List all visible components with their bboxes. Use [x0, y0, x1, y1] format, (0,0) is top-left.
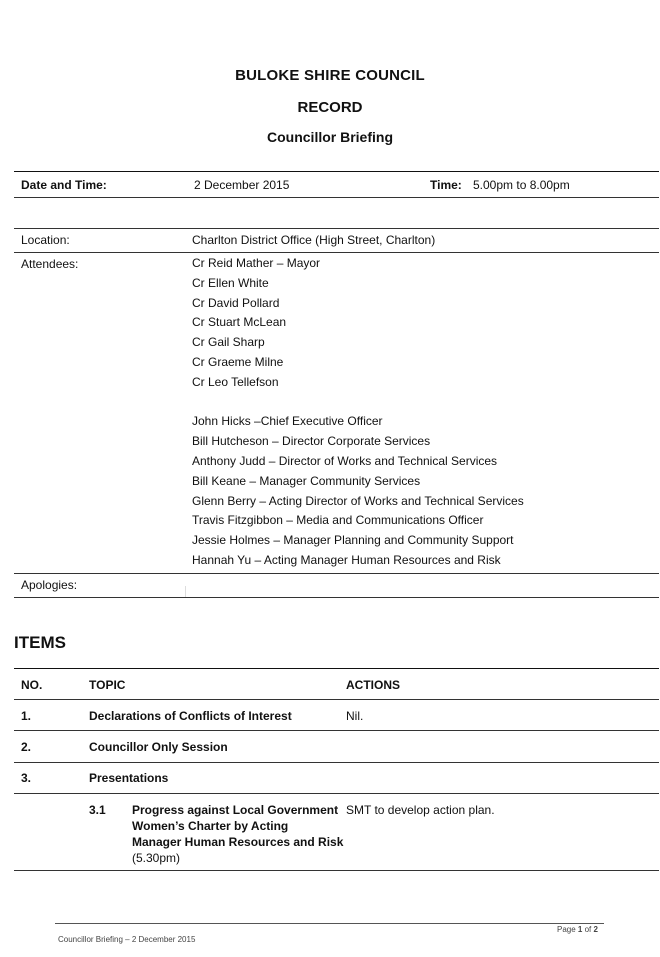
details-rule: [14, 573, 659, 574]
time-value: 5.00pm to 8.00pm: [473, 178, 570, 192]
details-top-rule: [14, 171, 659, 172]
attendee: Cr David Pollard: [192, 295, 280, 310]
details-rule: [14, 197, 659, 198]
attendee: Anthony Judd – Director of Works and Technical Services: [192, 453, 498, 468]
item-topic: Presentations: [89, 771, 169, 785]
items-bottom-rule: [14, 870, 659, 871]
attendee: Cr Graeme Milne: [192, 354, 284, 369]
attendee: Bill Keane – Manager Community Services: [192, 473, 421, 488]
apologies-label: Apologies:: [21, 578, 78, 592]
attendees-label: Attendees:: [21, 257, 79, 271]
column-header-actions: ACTIONS: [346, 678, 400, 692]
details-rule: [14, 228, 659, 229]
item-number: 2.: [21, 740, 32, 754]
subitem-time: (5.30pm): [132, 851, 181, 865]
location-label: Location:: [21, 233, 70, 247]
page-number: [557, 925, 598, 934]
meeting-title: Councillor Briefing: [267, 129, 393, 145]
attendee: Cr Gail Sharp: [192, 335, 265, 350]
subitem-topic-line: Manager Human Resources and Risk: [132, 835, 344, 849]
location-value: Charlton District Office (High Street, Charlton): [192, 233, 436, 247]
item-topic: Declarations of Conflicts of Interest: [89, 709, 292, 723]
item-number: 1.: [21, 709, 32, 723]
footer-text: Councillor Briefing – 2 December 2015: [58, 935, 196, 944]
details-bottom-rule: [14, 597, 659, 598]
organisation-title: BULOKE SHIRE COUNCIL: [235, 67, 425, 84]
page-current: 1: [577, 925, 583, 934]
attendee: Glenn Berry – Acting Director of Works and Technical Services: [192, 493, 524, 508]
item-action: Nil.: [346, 709, 364, 723]
subitem-action: SMT to develop action plan.: [346, 803, 495, 817]
attendees-spacer: [192, 393, 524, 413]
attendee: Cr Ellen White: [192, 275, 269, 290]
attendee: Cr Stuart McLean: [192, 315, 287, 330]
footer-rule: [55, 923, 604, 924]
attendee: Bill Hutcheson – Director Corporate Services: [192, 434, 431, 449]
item-number: 3.: [21, 771, 32, 785]
attendees-list: [192, 254, 524, 571]
details-rule: [14, 252, 659, 253]
time-label: Time:: [430, 178, 462, 192]
item-topic: Councillor Only Session: [89, 740, 228, 754]
items-rule: [14, 793, 659, 794]
attendee: Cr Reid Mather – Mayor: [192, 256, 321, 270]
date-value: 2 December 2015: [194, 178, 290, 192]
subitem-topic-line: Progress against Local Government: [132, 803, 339, 817]
page-label: Page: [557, 925, 576, 934]
items-rule: [14, 730, 659, 731]
attendee: Hannah Yu – Acting Manager Human Resources and Risk: [192, 552, 501, 567]
subitem-number: 3.1: [89, 803, 106, 817]
attendee: Jessie Holmes – Manager Planning and Community Support: [192, 533, 514, 548]
items-heading: ITEMS: [14, 633, 66, 652]
attendee: John Hicks –Chief Executive Officer: [192, 414, 383, 429]
date-label: Date and Time:: [21, 178, 107, 192]
document-type: RECORD: [297, 99, 363, 116]
items-rule: [14, 699, 659, 700]
items-top-rule: [14, 668, 659, 669]
items-rule: [14, 762, 659, 763]
page-of: of: [584, 925, 592, 934]
column-header-topic: TOPIC: [89, 678, 126, 692]
subitem-topic-line: Women’s Charter by Acting: [132, 819, 289, 833]
attendee: Travis Fitzgibbon – Media and Communications Officer: [192, 513, 484, 528]
page-total: 2: [593, 925, 598, 934]
column-header-no: NO.: [21, 678, 43, 692]
attendee: Cr Leo Tellefson: [192, 374, 279, 389]
